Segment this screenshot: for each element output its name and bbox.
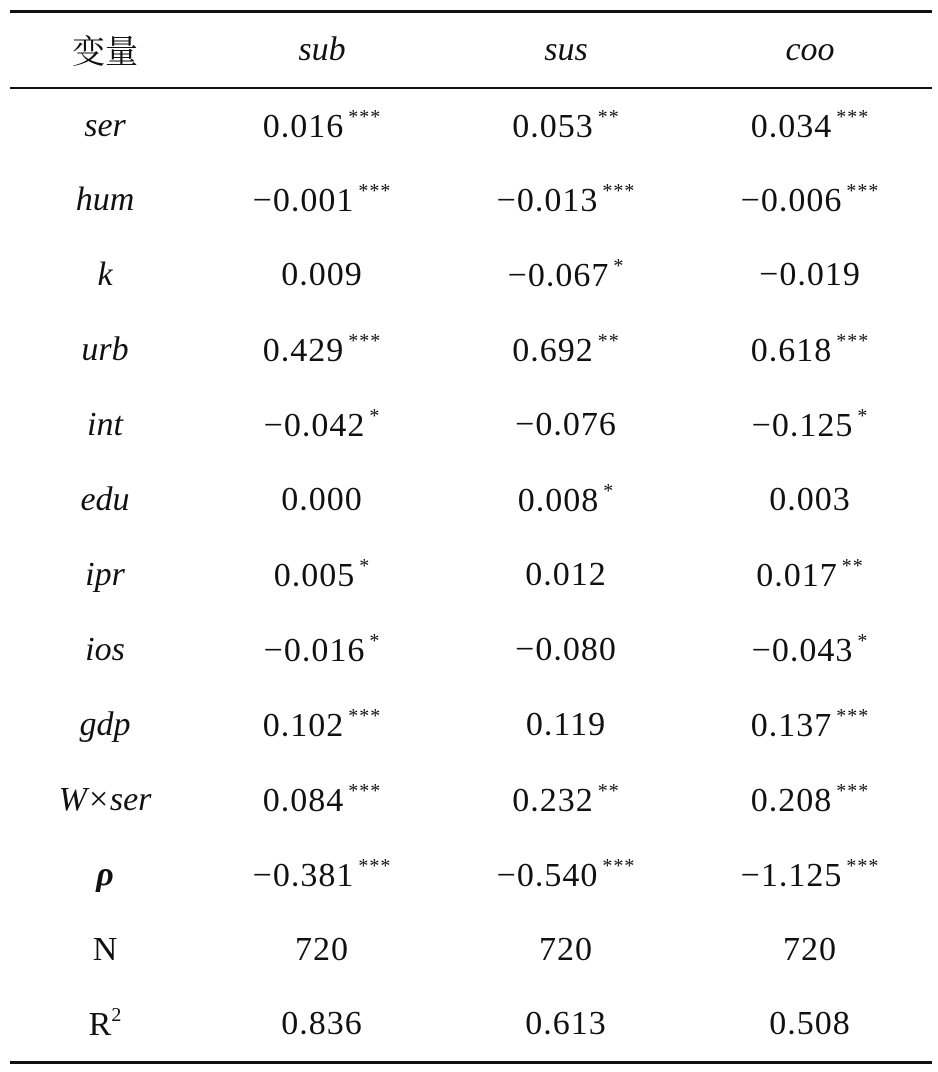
significance-stars: ** [841, 555, 864, 577]
table-cell [200, 463, 444, 538]
table-cell [688, 988, 932, 1063]
coefficient-value: 0.208 [750, 782, 833, 819]
coefficient-value: 0.618 [750, 332, 833, 369]
coefficient-value: 0.005 [273, 557, 356, 594]
table-cell [444, 763, 688, 838]
significance-stars: * [359, 555, 371, 577]
table-row [10, 913, 932, 988]
coefficient-value: −0.125 [751, 407, 854, 444]
coefficient-value: 720 [783, 931, 837, 968]
variable-label: int [87, 406, 123, 443]
significance-stars: *** [836, 105, 870, 128]
coefficient-value: 0.017 [756, 557, 838, 594]
table-cell [688, 538, 932, 613]
coefficient-value: 0.137 [750, 707, 833, 744]
significance-stars: ** [597, 105, 620, 128]
coefficient-value: −0.001 [252, 182, 355, 219]
coefficient-value: 0.016 [262, 107, 345, 145]
table-cell [200, 163, 444, 238]
coefficient-value: −0.043 [751, 632, 854, 669]
table-cell [200, 538, 444, 613]
table-cell [688, 463, 932, 538]
variable-label: R [88, 1006, 112, 1044]
row-variable-name [10, 763, 200, 838]
coefficient-value: 0.012 [525, 556, 607, 593]
row-variable-name [10, 988, 200, 1063]
coefficient-value: 720 [295, 931, 349, 968]
table-cell [444, 688, 688, 763]
variable-label: ipr [85, 556, 125, 593]
significance-stars: *** [358, 180, 392, 202]
coefficient-value: −0.076 [515, 406, 617, 443]
header-variable: 变量 [72, 32, 138, 72]
table-row [10, 238, 932, 313]
table-cell [688, 238, 932, 313]
table-cell [200, 988, 444, 1063]
coefficient-value: 0.429 [262, 332, 345, 369]
row-variable-name [10, 538, 200, 613]
coefficient-value: 0.084 [262, 782, 345, 819]
table-body [10, 88, 932, 1063]
table-cell [444, 988, 688, 1063]
significance-stars: *** [602, 855, 636, 877]
coefficient-value: −0.013 [496, 182, 599, 219]
table-cell [200, 763, 444, 838]
regression-table [10, 10, 932, 1064]
row-variable-name [10, 838, 200, 913]
coefficient-value: −0.080 [515, 631, 617, 668]
table-cell [200, 913, 444, 988]
table-cell [444, 163, 688, 238]
table-cell [688, 163, 932, 238]
coefficient-value: 0.508 [769, 1005, 851, 1043]
significance-stars: *** [348, 330, 382, 352]
significance-stars: *** [836, 705, 870, 727]
coefficient-value: −0.540 [496, 857, 599, 894]
significance-stars: *** [348, 705, 382, 727]
coefficient-value: 0.053 [512, 107, 594, 145]
table-cell [444, 313, 688, 388]
variable-label: ios [85, 631, 125, 668]
variable-label: urb [81, 331, 129, 368]
table-row [10, 463, 932, 538]
significance-stars: *** [348, 105, 382, 128]
header-col-sub: sub [298, 30, 346, 68]
table-cell [200, 238, 444, 313]
coefficient-value: 0.119 [525, 706, 607, 743]
row-variable-name [10, 238, 200, 313]
table-cell [200, 838, 444, 913]
table-row [10, 388, 932, 463]
table-row [10, 763, 932, 838]
table-cell [444, 913, 688, 988]
coefficient-value: 0.613 [525, 1005, 607, 1043]
coefficient-value: 0.836 [281, 1005, 363, 1043]
significance-stars: ** [597, 780, 620, 802]
table-row [10, 163, 932, 238]
table-cell [444, 238, 688, 313]
table-cell [444, 388, 688, 463]
row-variable-name [10, 388, 200, 463]
significance-stars: *** [348, 780, 382, 802]
header-col-sus: sus [544, 30, 588, 68]
table-cell [200, 88, 444, 163]
row-variable-name [10, 313, 200, 388]
significance-stars: *** [846, 180, 880, 202]
table-cell [688, 313, 932, 388]
table-row [10, 88, 932, 163]
significance-stars: * [369, 630, 381, 652]
table-cell [444, 538, 688, 613]
row-variable-name [10, 88, 200, 163]
coefficient-value: 0.009 [281, 256, 363, 293]
coefficient-value: 720 [539, 931, 593, 968]
significance-stars: *** [602, 180, 636, 202]
row-variable-name [10, 688, 200, 763]
variable-label: k [97, 256, 113, 293]
table-cell [200, 388, 444, 463]
coefficient-value: −0.381 [252, 857, 355, 894]
table-cell [444, 838, 688, 913]
variable-superscript: 2 [111, 1004, 122, 1027]
coefficient-value: −0.042 [263, 407, 366, 444]
coefficient-value: 0.692 [512, 332, 594, 369]
significance-stars: *** [836, 330, 870, 352]
table-cell [688, 838, 932, 913]
significance-stars: *** [836, 780, 870, 802]
coefficient-value: 0.034 [750, 107, 833, 145]
row-variable-name [10, 913, 200, 988]
coefficient-value: −0.019 [759, 256, 861, 293]
significance-stars: *** [846, 855, 880, 877]
significance-stars: * [613, 255, 625, 277]
coefficient-value: 0.000 [281, 481, 363, 518]
variable-label: gdp [79, 706, 131, 743]
table-cell [444, 88, 688, 163]
variable-label: ser [84, 106, 126, 144]
table-row [10, 538, 932, 613]
table-cell [688, 613, 932, 688]
variable-label: W×ser [58, 781, 152, 818]
significance-stars: * [603, 480, 615, 502]
row-variable-name [10, 613, 200, 688]
coefficient-value: 0.008 [517, 482, 600, 519]
coefficient-value: −0.006 [740, 182, 843, 219]
coefficient-value: 0.232 [512, 782, 594, 819]
coefficient-value: −0.067 [507, 257, 610, 294]
table-cell [688, 913, 932, 988]
significance-stars: * [857, 405, 869, 427]
header-row [10, 12, 932, 88]
variable-label: hum [75, 181, 135, 218]
table-cell [688, 388, 932, 463]
significance-stars: *** [358, 855, 392, 877]
table-row [10, 313, 932, 388]
table-row [10, 688, 932, 763]
significance-stars: ** [597, 330, 620, 352]
regression-table-container [10, 10, 932, 1064]
row-variable-name [10, 463, 200, 538]
significance-stars: * [857, 630, 869, 652]
header-col-coo: coo [785, 30, 835, 68]
coefficient-value: 0.003 [769, 481, 851, 518]
significance-stars: * [369, 405, 381, 427]
variable-label: ρ [96, 856, 114, 893]
table-cell [200, 313, 444, 388]
table-cell [444, 613, 688, 688]
table-cell [688, 763, 932, 838]
table-row [10, 613, 932, 688]
coefficient-value: −1.125 [740, 857, 843, 894]
table-cell [444, 463, 688, 538]
table-cell [688, 88, 932, 163]
table-cell [688, 688, 932, 763]
table-row [10, 988, 932, 1063]
variable-label: N [92, 931, 118, 968]
coefficient-value: 0.102 [262, 707, 345, 744]
variable-label: edu [80, 481, 130, 518]
table-cell [200, 613, 444, 688]
coefficient-value: −0.016 [263, 632, 366, 669]
table-cell [200, 688, 444, 763]
row-variable-name [10, 163, 200, 238]
table-row [10, 838, 932, 913]
